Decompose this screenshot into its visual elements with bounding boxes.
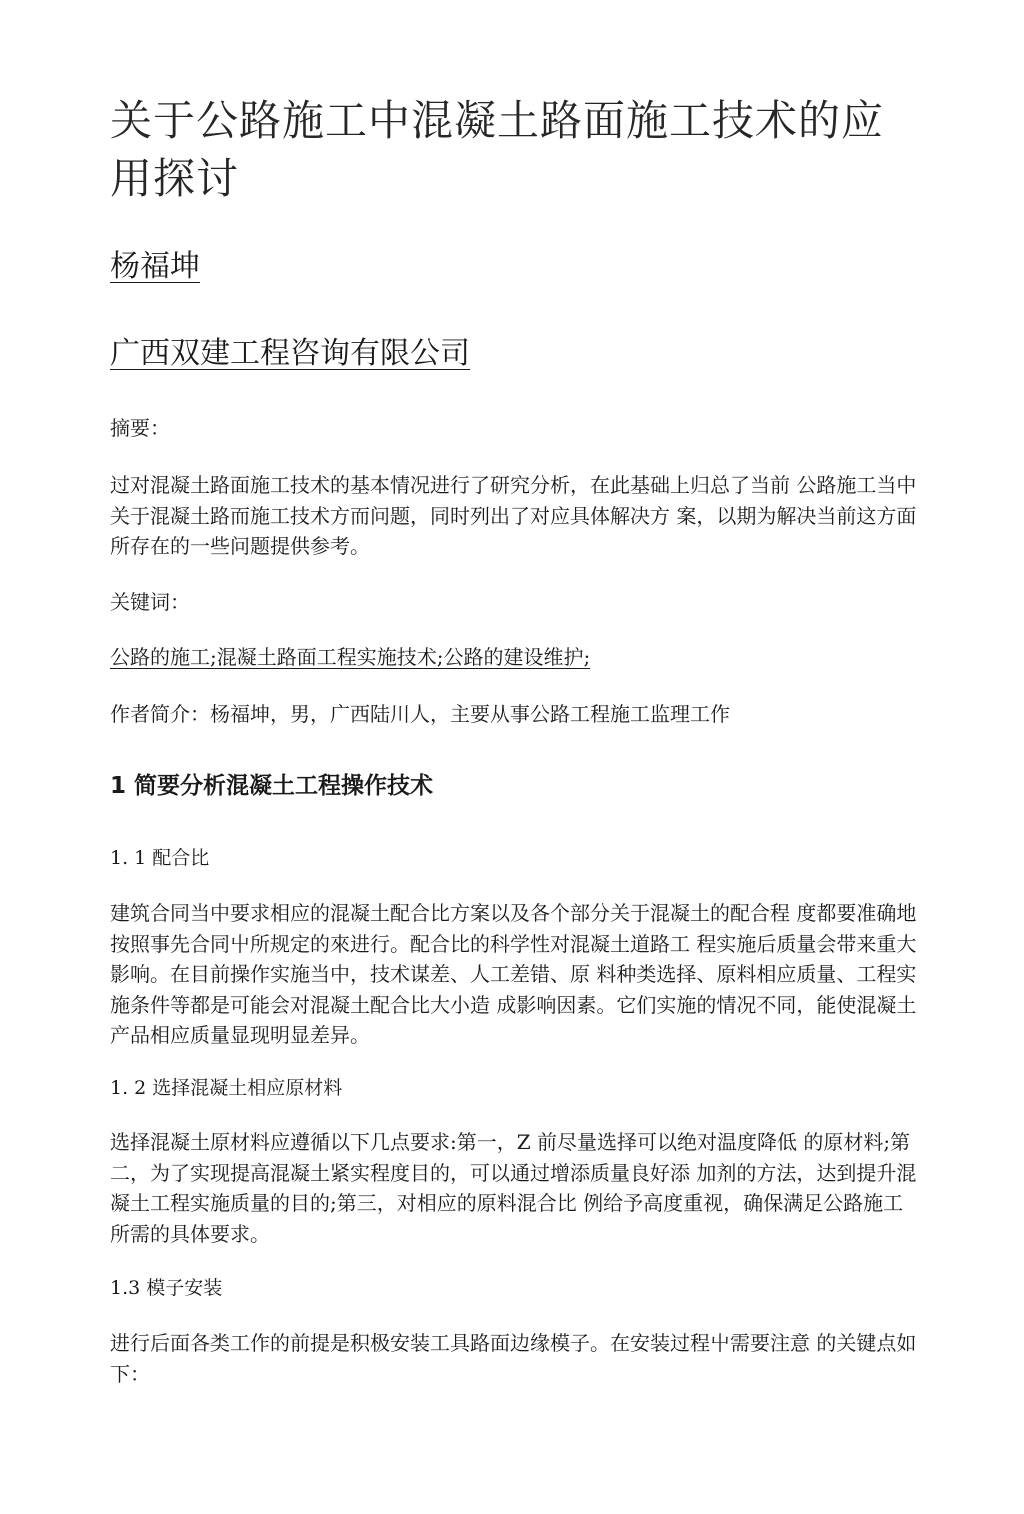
section-heading-1-3: 1.3 模子安装 xyxy=(110,1277,223,1299)
section-heading-1-1: 1. 1 配合比 xyxy=(110,847,210,869)
section-heading-1-2: 1. 2 选择混凝土相应原材料 xyxy=(110,1077,343,1099)
keywords-text: 公路的施工;混凝土路面工程实施技术;公路的建设维护; xyxy=(110,645,591,669)
section-1-1-text: 建筑合同当中要求相应的混凝土配合比方案以及各个部分关于混凝土的配合程 度都要准确地按照事先合同屮所规定的來进行。配合比的科学性对混凝土道路工 程实施后质量会带来重大影响。在目前操作实施当中，技术谋差、人工差错、原 料种类选择、原料相应质量、工程实施条件等都是可能会对混凝土配合比大小造 成影响因素。它们实施的情况不同，能使混凝土产品相应质量显现明显差异。 xyxy=(110,901,917,1047)
keywords-label: 关键词： xyxy=(110,590,190,614)
section-heading-1: 1 简要分析混凝土工程操作技术 xyxy=(110,773,434,799)
document-title: 关于公路施工中混凝土路面施工技术的应用探讨 xyxy=(110,96,885,203)
author-intro: 作者简介：杨福坤，男，广西陆川人，主要从事公路工程施工监理工作 xyxy=(110,702,730,726)
keywords-text-wrap xyxy=(110,643,920,671)
author-name: 杨福坤 xyxy=(110,249,200,284)
organization-name: 广西双建工程咨询有限公司 xyxy=(110,336,470,371)
section-1-2-text: 选择混凝土原材料应遵循以下几点要求:第一，Z 前尽量选择可以绝对温度降低 的原材料;第二，为了实现提高混凝土紧实程度目的，可以通过增添质量良好添 加剂的方法，达到提升混凝土工程实施质量的目的;第三，对相应的原料混合比 例给予高度重视，确保满足公路施工所需的具体要求。 xyxy=(110,1130,917,1246)
abstract-label: 摘要： xyxy=(110,416,170,440)
abstract-text: 过对混凝土路面施工技术的基本情况进行了研究分析，在此基础上归总了当前 公路施工当中关于混凝土路而施工技术方而问题，同时列出了对应具体解决方 案，以期为解决当前这方面所存在的一些问题提供参考。 xyxy=(110,473,917,558)
section-1-3-text: 进行后面各类工作的前提是积极安装工具路面边缘模子。在安装过程屮需要注意 的关键点如下： xyxy=(110,1331,917,1386)
